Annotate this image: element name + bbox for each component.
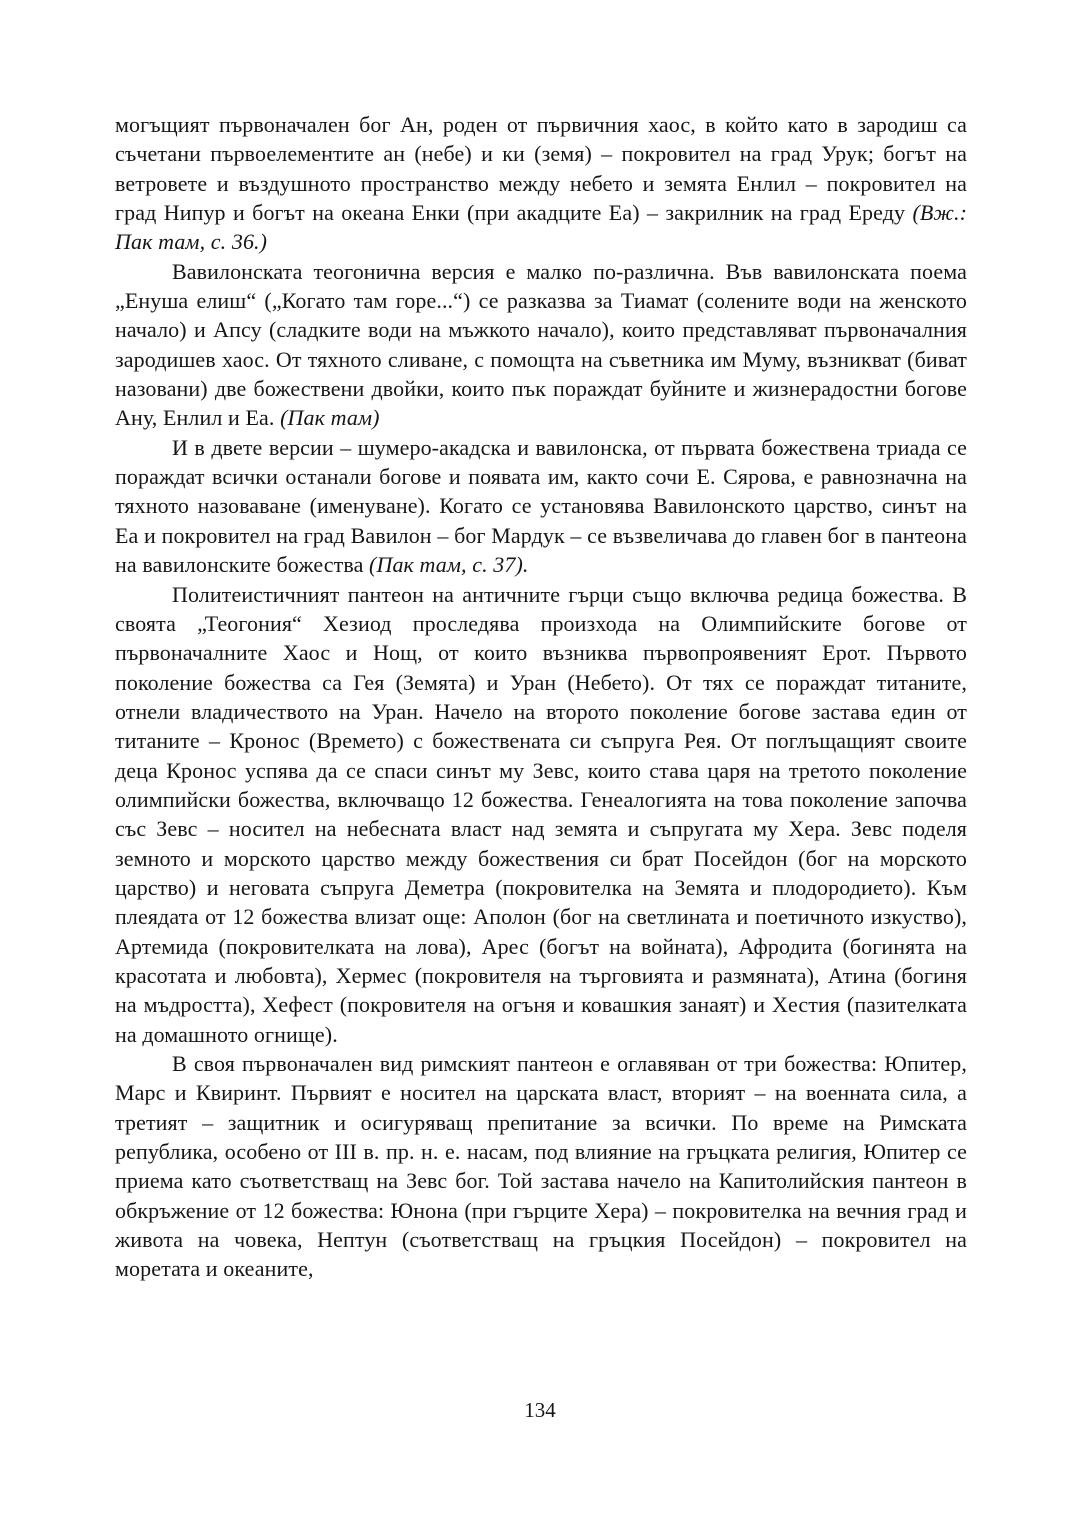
paragraph [115, 257, 967, 433]
body-text: И в двете версии – шумеро-акадска и вавилонска, от първата божествена триада се пораждат всички останали богове и появата им, както сочи Е. Сярова, е равнозначна на тяхното назоваване (именуване). Когато се установява Вавилонското царство, синът на Еа и покровител на град Вавилон – бог Мардук – се възвеличава до главен бог в пантеона на вавилонските божества [115, 434, 967, 578]
citation-italic-text: (Пак там, с. 37). [369, 552, 529, 578]
paragraph [115, 433, 967, 580]
paragraph [115, 1049, 967, 1284]
body-text: В своя първоначален вид римският пантеон е оглавяван от три божества: Юпитер, Марс и Квиринт. Първият е носител на царската власт, вторият – на военната сила, а третият – защитник и осигуряващ препитание за всички. По време на Римската република, особено от III в. пр. н. е. насам, под влияние на гръцката религия, Юпитер се приема като съответстващ на Зевс бог. Той застава начело на Капитолийския пантеон в обкръжение от 12 божества: Юнона (при гърците Хера) – покровителка на вечния град и живота на човека, Нептун (съответстващ на гръцкия Посейдон) – покровител на моретата и океаните, [115, 1051, 967, 1282]
text-block [115, 110, 967, 1284]
paragraph [115, 580, 967, 1050]
body-text: Политеистичният пантеон на античните гърци също включва редица божества. В своята „Теогония“ Хезиод проследява произхода на Олимпийските богове от първоначалните Хаос и Нощ, от които възниква първопроявеният Ерот. Първото поколение божества са Гея (Земята) и Уран (Небето). От тях се пораждат титаните, отнели владичеството на Уран. Начело на второто поколение богове застава един от титаните – Кронос (Времето) с божествената си съпруга Рея. От поглъщащият своите деца Кронос успява да се спаси синът му Зевс, които става царя на третото поколение олимпийски божества, включващо 12 божества. Генеалогията на това поколение започва със Зевс – носител на небесната власт над земята и съпругата му Хера. Зевс поделя земното и морското царство между божествения си брат Посейдон (бог на морското царство) и неговата съпруга Деметра (покровителка на Земята и плодородието). Към плеядата от 12 божества влизат още: Аполон (бог на светлината и поетичното изкуство), Артемида (покровителката на лова), Арес (богът на войната), Афродита (богинята на красотата и любовта), Хермес (покровителя на търговията и размяната), Атина (богиня на мъдростта), Хефест (покровителя на огъня и ковашкия занаят) и Хестия (пазителката на домашното огнище). [115, 581, 967, 1047]
citation-italic-text: (Вж.: Пак там, с. 36.) [115, 200, 967, 255]
body-text: Вавилонската теогонична версия е малко по-различна. Във вавилонската поема „Енуша елиш“ („Когато там горе...“) се разказва за Тиамат (солените води на женското начало) и Апсу (сладките води на мъжкото начало), които представляват първоначалния зародишев хаос. От тяхното сливане, с помощта на съветника им Муму, възникват (биват назовани) две божествени двойки, които пък пораждат буйните и жизнерадостни богове Ану, Енлил и Еа. [115, 258, 967, 431]
body-text: могъщият първоначален бог Ан, роден от първичния хаос, в който като в зародиш са съчетани първоелементите ан (небе) и ки (земя) – покровител на град Урук; богът на ветровете и въздушното пространство между небето и земята Енлил – покровител на град Нипур и богът на океана Енки (при акадците Еа) – закрилник на град Ереду [115, 112, 967, 226]
paragraph [115, 110, 967, 257]
citation-italic-text: (Пак там) [280, 405, 380, 431]
page-number: 134 [524, 1398, 556, 1422]
